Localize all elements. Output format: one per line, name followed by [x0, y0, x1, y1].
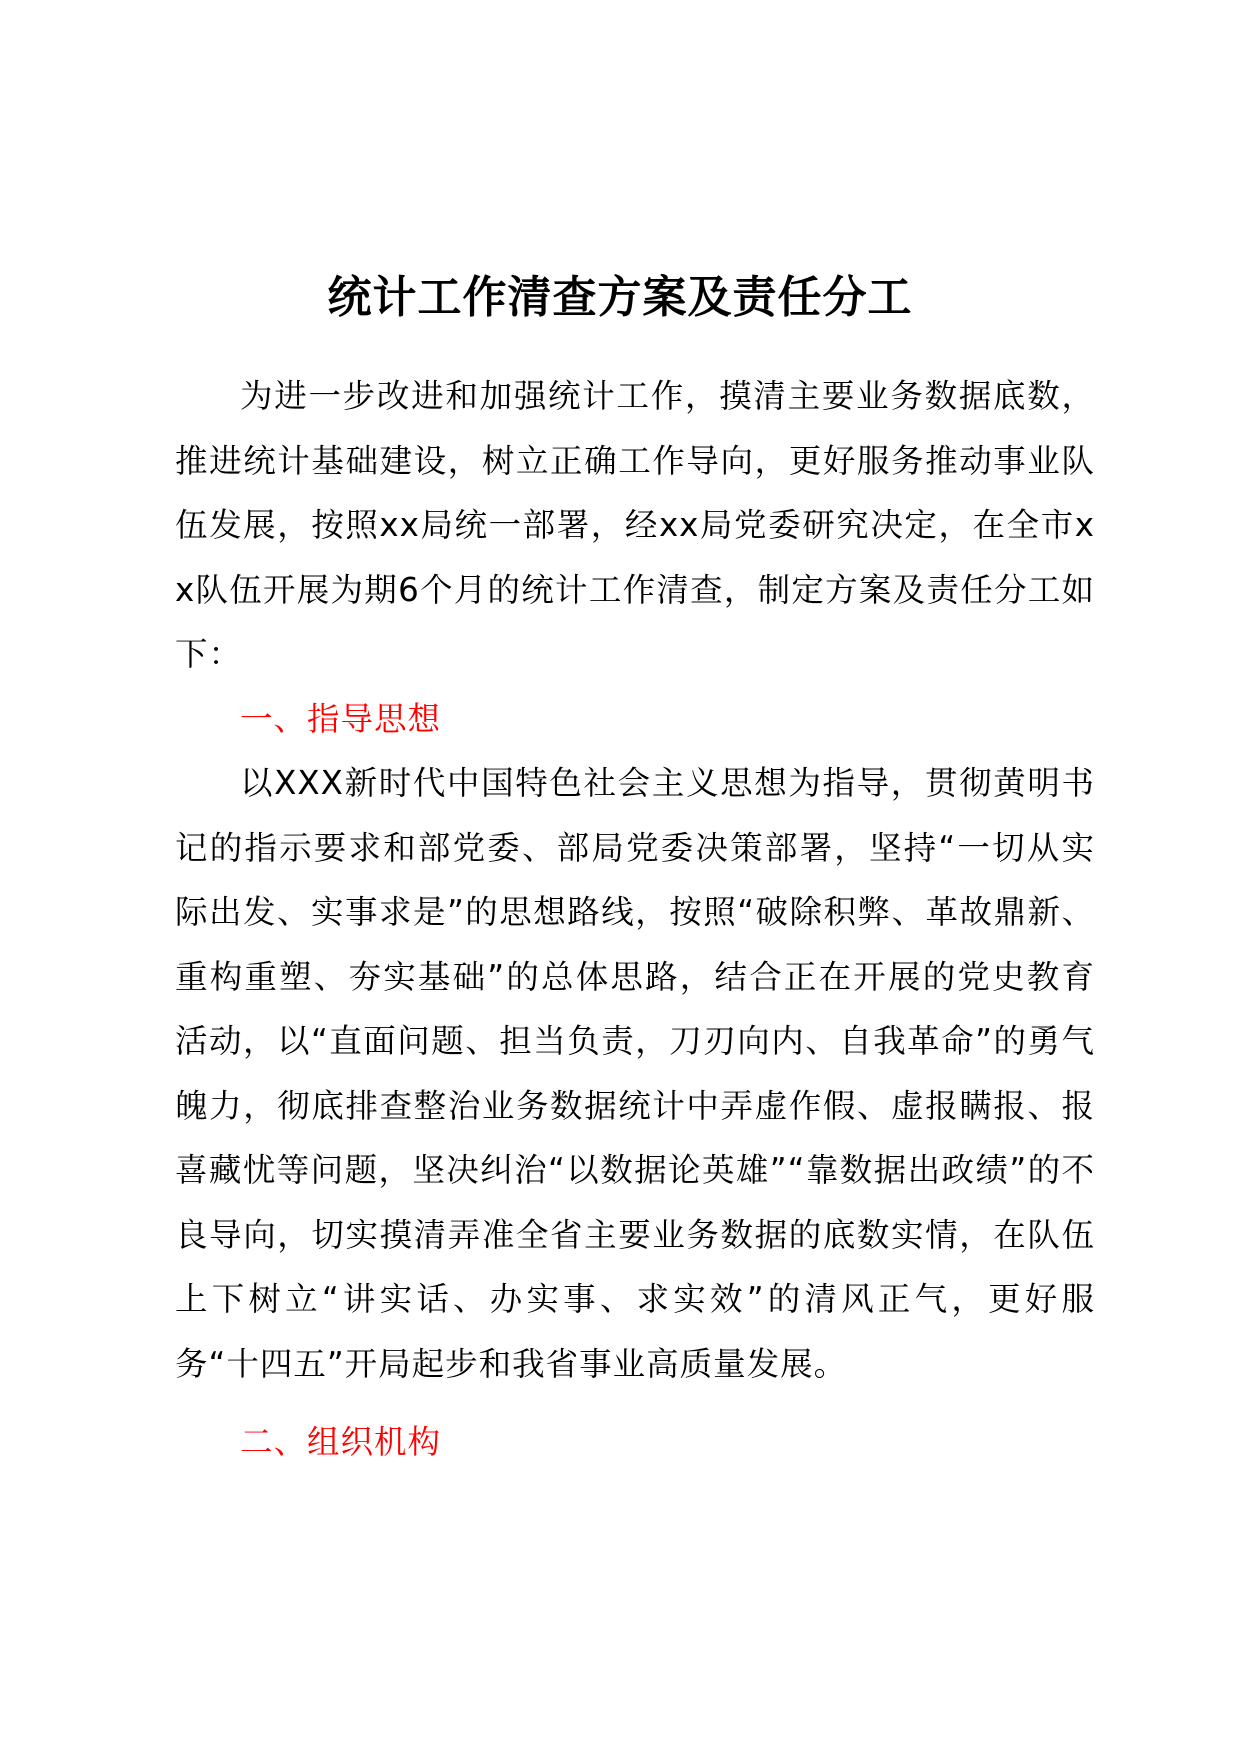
intro-paragraph: 为进一步改进和加强统计工作，摸清主要业务数据底数，推进统计基础建设，树立正确工作导向，更好服务推动事业队伍发展，按照xx局统一部署，经xx局党委研究决定，在全市xx队伍开展为期6个月的统计工作清查，制定方案及责任分工如下： [175, 377, 1095, 673]
document-body [175, 364, 1095, 1475]
document-title: 统计工作清查方案及责任分工 [327, 272, 913, 323]
guiding-thought-paragraph: 以XXX新时代中国特色社会主义思想为指导，贯彻黄明书记的指示要求和部党委、部局党委决策部署，坚持“一切从实际出发、实事求是”的思想路线，按照“破除积弊、革故鼎新、重构重塑、夯实基础”的总体思路，结合正在开展的党史教育活动，以“直面问题、担当负责，刀刃向内、自我革命”的勇气魄力，彻底排查整治业务数据统计中弄虚作假、虚报瞒报、报喜藏忧等问题，坚决纠治“以数据论英雄”“靠数据出政绩”的不良导向，切实摸清弄准全省主要业务数据的底数实情，在队伍上下树立“讲实话、办实事、求实效”的清风正气，更好服务“十四五”开局起步和我省事业高质量发展。 [175, 764, 1095, 1383]
section-heading-organization: 二、组织机构 [240, 1423, 442, 1461]
section-heading-guiding-thought: 一、指导思想 [240, 699, 442, 738]
